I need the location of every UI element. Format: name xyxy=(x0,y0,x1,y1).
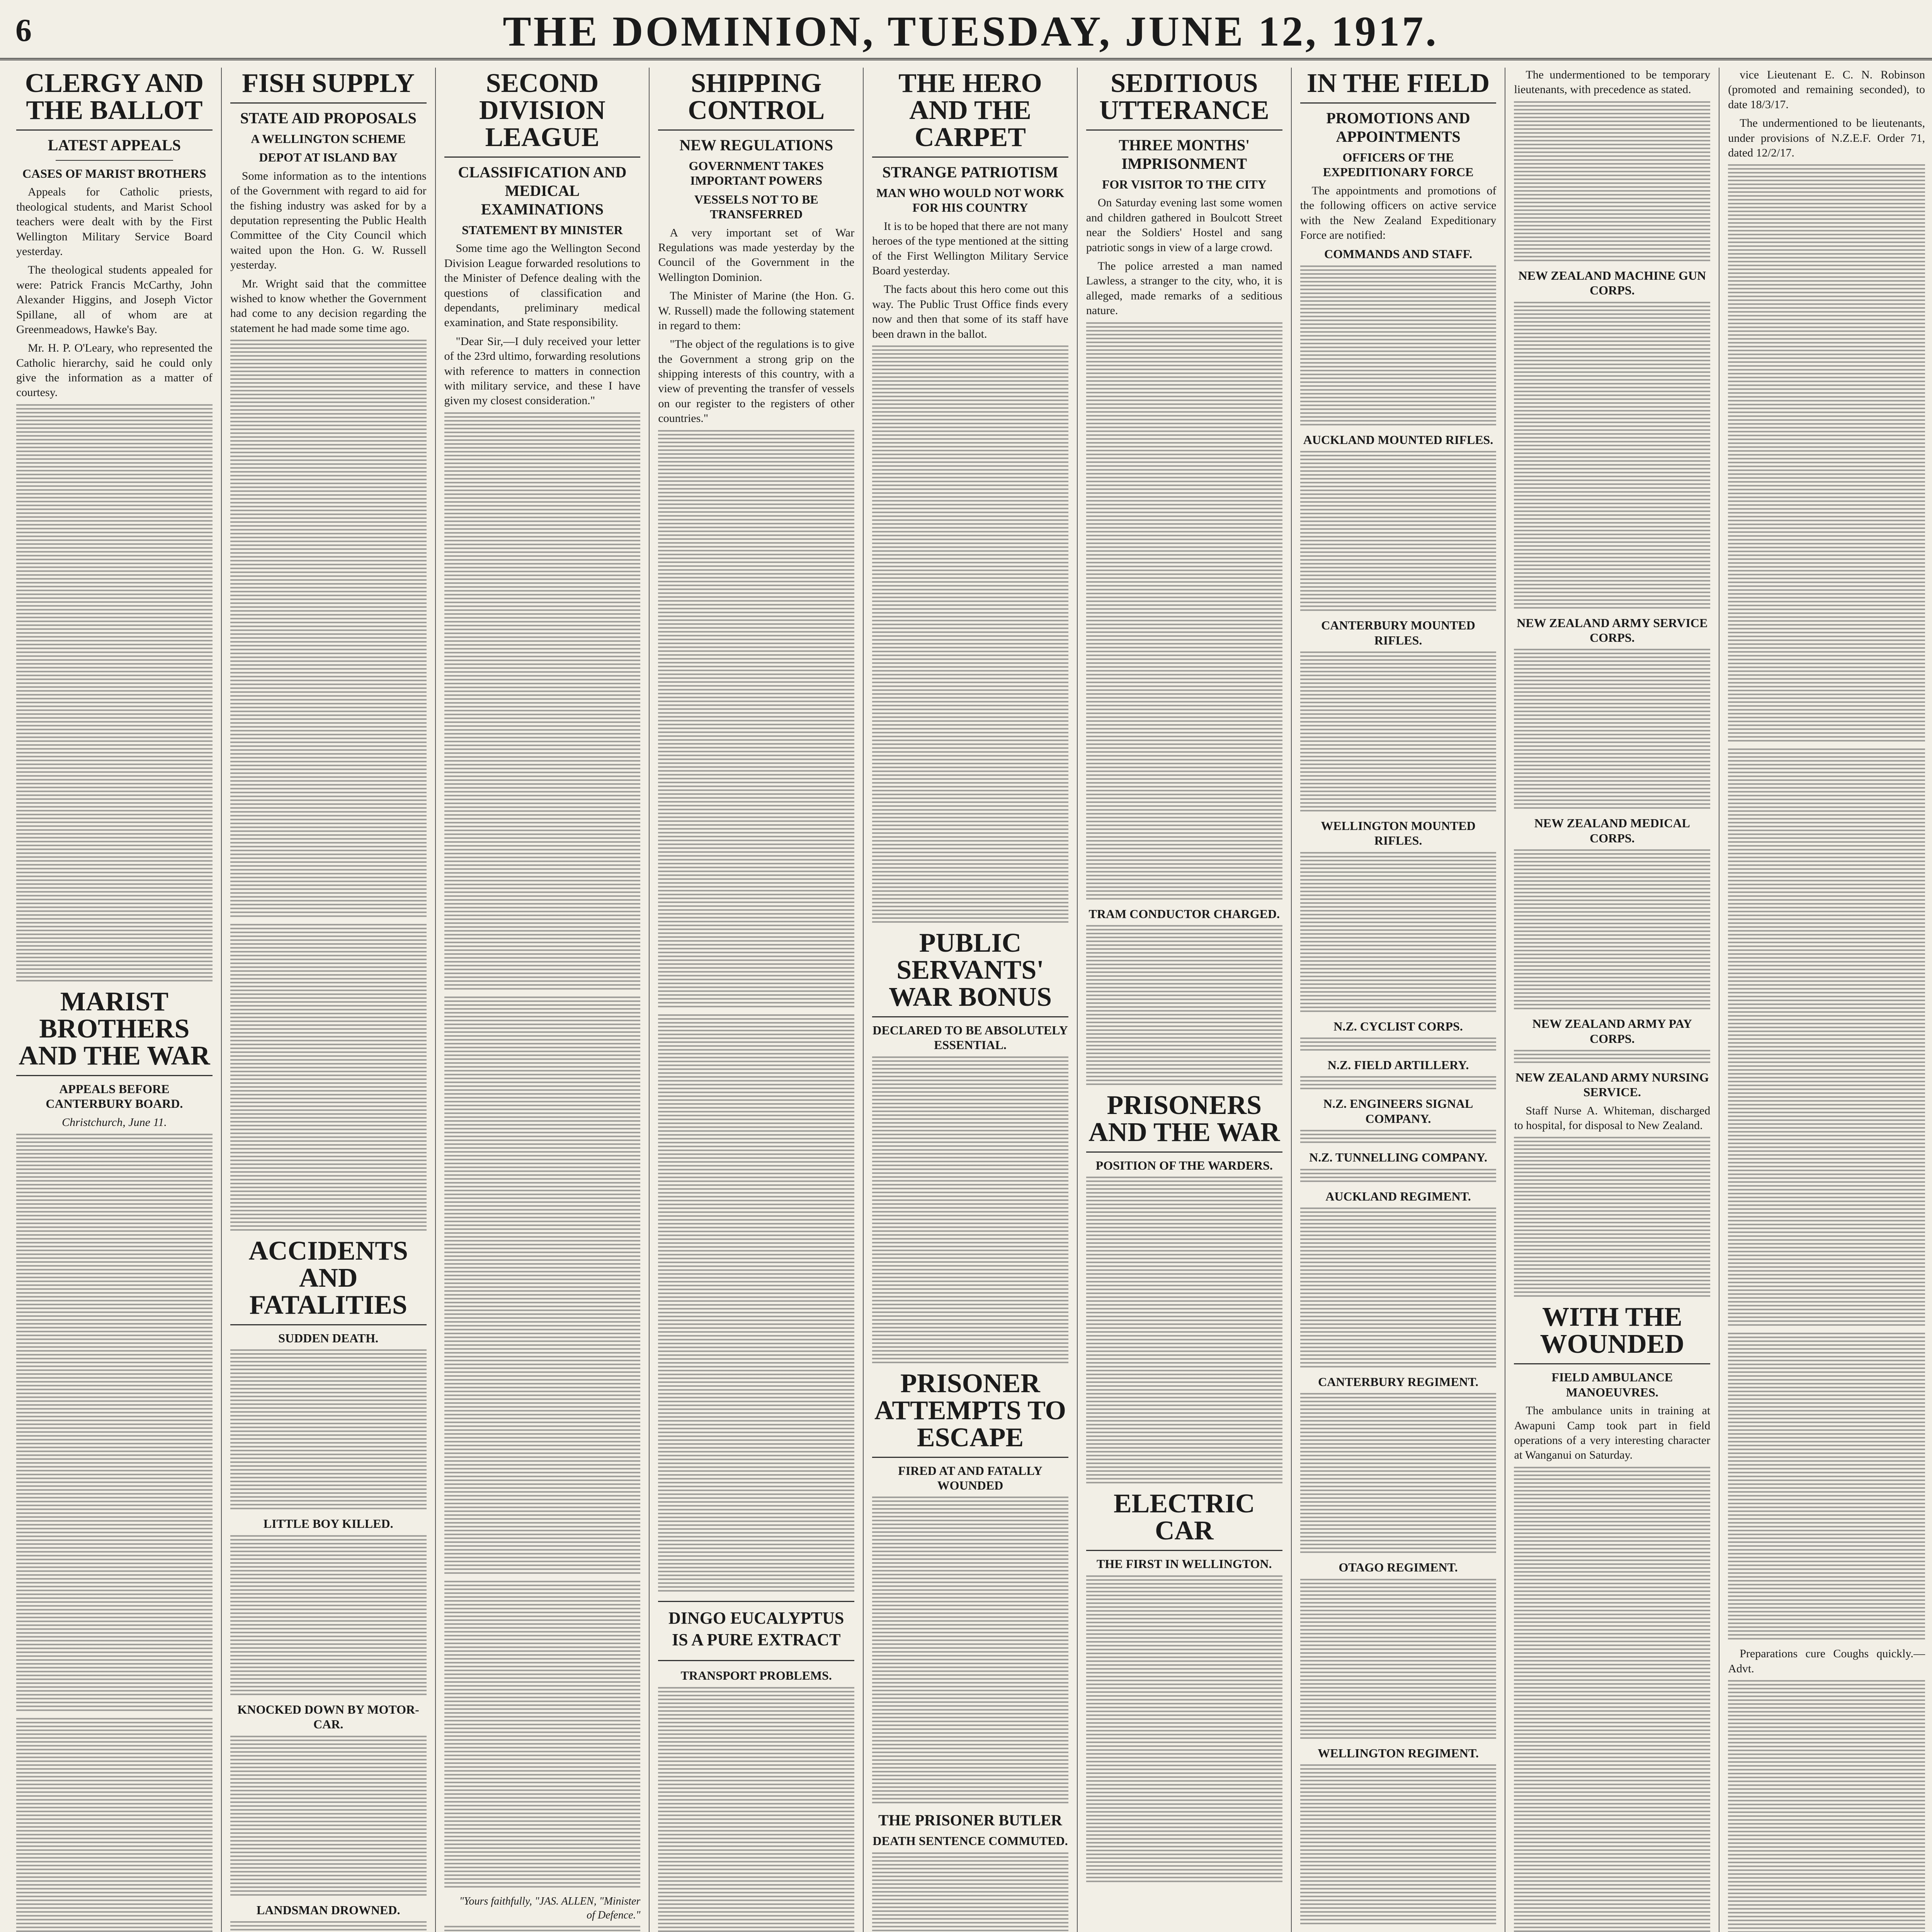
article-paragraph: The facts about this hero come out this way. The Public Trust Office finds every now and then that some of its staff have been drawn in the ballot. xyxy=(872,283,1068,340)
body-text-block xyxy=(1086,1177,1282,1486)
body-text-block xyxy=(444,1581,641,1890)
article-subheading: LATEST APPEALS xyxy=(48,136,181,154)
body-text-block xyxy=(16,404,213,984)
article-subheading: SUDDEN DEATH. xyxy=(278,1331,379,1345)
article-paragraph: Appeals for Catholic priests, theological students, and Marist School teachers were dealt with by the First Wellington Military Service Board yesterday. xyxy=(16,185,213,258)
column-9 xyxy=(1719,68,1932,1932)
divider xyxy=(56,160,173,161)
article-subheading: DEATH SENTENCE COMMUTED. xyxy=(872,1834,1068,1848)
article-paragraph: The undermentioned to be lieutenants, under provisions of N.Z.E.F. Order 71, dated 12/2/17. xyxy=(1728,117,1925,159)
body-text-block xyxy=(658,430,854,1010)
newspaper-title: THE DOMINION, TUESDAY, JUNE 12, 1917. xyxy=(503,8,1439,55)
article-subheading: STATE AID PROPOSALS xyxy=(240,109,417,127)
article-heading: THE HERO AND THE CARPET xyxy=(872,70,1068,158)
body-text-block xyxy=(1514,101,1710,264)
article-paragraph: On Saturday evening last some women and children gathered in Boulcott Street near the Soldiers' Hostel and sang patriotic songs in view of a large crowd. xyxy=(1086,196,1282,254)
body-text-block xyxy=(230,1535,427,1697)
ad-text: DINGO EUCALYPTUS IS A PURE EXTRACT xyxy=(668,1608,844,1649)
article-paragraph: The police arrested a man named Lawless, a stranger to the city, who, it is alleged, made remarks of a seditious nature. xyxy=(1086,259,1282,317)
body-text-block xyxy=(444,997,641,1576)
body-text-block xyxy=(16,1134,213,1713)
unit-heading: CANTERBURY REGIMENT. xyxy=(1318,1375,1478,1389)
body-text-block xyxy=(444,1926,641,1932)
article-subheading: TRAM CONDUCTOR CHARGED. xyxy=(1088,906,1280,921)
body-text-block xyxy=(1300,451,1497,613)
advertisement xyxy=(658,1601,854,1662)
article-heading: FISH SUPPLY xyxy=(230,70,427,104)
article-paragraph: Some information as to the intentions of the Government with regard to aid for the fishing industry was asked for by a deputation representing the Public Health Committee of the City Council which waited upon the Hon. G. W. Russell yesterday. xyxy=(230,169,427,272)
body-text-block xyxy=(1300,1579,1497,1741)
body-text-block xyxy=(1300,852,1497,1014)
article-paragraph: Mr. H. P. O'Leary, who represented the Catholic hierarchy, said he could only give the information as a matter of courtesy. xyxy=(16,342,213,399)
body-text-block xyxy=(1300,1076,1497,1092)
body-text-block xyxy=(1300,651,1497,814)
body-text-block xyxy=(1300,1130,1497,1145)
column-1 xyxy=(8,68,222,1932)
body-text-block xyxy=(1514,1467,1710,1932)
article-paragraph: The ambulance units in training at Awapuni Camp took part in field operations of a very interesting character at Wanganui on Saturday. xyxy=(1514,1404,1711,1462)
article-heading: SEDITIOUS UTTERANCE xyxy=(1086,70,1282,131)
article-subheading: LITTLE BOY KILLED. xyxy=(263,1517,393,1531)
body-text-block xyxy=(16,1718,213,1932)
body-text-block xyxy=(658,1687,854,1932)
unit-heading: NEW ZEALAND ARMY PAY CORPS. xyxy=(1532,1017,1692,1046)
article-subheading: POSITION OF THE WARDERS. xyxy=(1095,1158,1273,1172)
article-subheading: DECLARED TO BE ABSOLUTELY ESSENTIAL. xyxy=(872,1023,1068,1052)
article-paragraph: "The object of the regulations is to give the Government a strong grip on the shipping interests of this country, with a view of preventing the transfer of vessels on our register to the registers of other countries." xyxy=(658,338,855,425)
article-heading: IN THE FIELD xyxy=(1300,70,1497,104)
unit-heading: AUCKLAND REGIMENT. xyxy=(1325,1189,1471,1203)
article-paragraph: A very important set of War Regulations was made yesterday by the Council of the Government in the Wellington Dominion. xyxy=(658,226,855,284)
article-subheading: KNOCKED DOWN BY MOTOR-CAR. xyxy=(237,1702,419,1731)
article-subheading: THREE MONTHS' IMPRISONMENT xyxy=(1119,136,1250,172)
article-subheading: FIELD AMBULANCE MANOEUVRES. xyxy=(1551,1370,1673,1399)
page-number: 6 xyxy=(15,12,32,48)
column-5 xyxy=(864,68,1078,1932)
body-text-block xyxy=(1300,265,1497,428)
body-text-block xyxy=(872,1497,1068,1806)
unit-heading: N.Z. CYCLIST CORPS. xyxy=(1333,1019,1463,1033)
article-subheading: DEPOT AT ISLAND BAY xyxy=(259,150,398,165)
article-heading: CLERGY AND THE BALLOT xyxy=(16,70,213,131)
article-paragraph: The undermentioned to be temporary lieutenants, with precedence as stated. xyxy=(1514,68,1711,96)
column-3 xyxy=(436,68,650,1932)
body-text-block xyxy=(1300,1393,1497,1555)
article-subheading: FOR VISITOR TO THE CITY xyxy=(1102,177,1267,191)
article-paragraph: The appointments and promotions of the following officers on active service with the New Zealand Expeditionary Force are notified: xyxy=(1300,184,1497,242)
body-text-block xyxy=(1514,649,1710,811)
column-7 xyxy=(1292,68,1506,1932)
body-text-block xyxy=(1300,1208,1497,1370)
article-subheading: VESSELS NOT TO BE TRANSFERRED xyxy=(694,192,818,221)
body-text-block xyxy=(872,1852,1068,1932)
body-text-block xyxy=(230,1349,427,1512)
body-text-block xyxy=(1728,1333,1925,1642)
column-8 xyxy=(1505,68,1719,1932)
article-heading: ELECTRIC CAR xyxy=(1086,1490,1282,1551)
column-2 xyxy=(222,68,436,1932)
masthead xyxy=(0,0,1932,60)
article-subheading: THE FIRST IN WELLINGTON. xyxy=(1097,1557,1272,1571)
body-text-block xyxy=(1300,1169,1497,1184)
article-heading: SHIPPING CONTROL xyxy=(658,70,854,131)
article-heading: PRISONERS AND THE WAR xyxy=(1086,1092,1282,1153)
article-paragraph: "Dear Sir,—I duly received your letter of the 23rd ultimo, forwarding resolutions with reference to matters in connection with military service, and these I have given my closest consideration." xyxy=(444,335,641,407)
article-paragraph: vice Lieutenant E. C. N. Robinson (promoted and remaining seconded), to date 18/3/17. xyxy=(1728,68,1925,111)
column-6 xyxy=(1078,68,1292,1932)
body-text-block xyxy=(1086,1575,1282,1884)
body-text-block xyxy=(230,1736,427,1898)
body-text-block xyxy=(1514,302,1710,611)
article-subheading: APPEALS BEFORE CANTERBURY BOARD. xyxy=(46,1082,183,1111)
unit-heading: NEW ZEALAND ARMY SERVICE CORPS. xyxy=(1517,616,1708,645)
body-text-block xyxy=(444,412,641,992)
body-text-block xyxy=(658,1014,854,1594)
article-subheading: LANDSMAN DROWNED. xyxy=(256,1903,400,1917)
article-paragraph: Staff Nurse A. Whiteman, discharged to hospital, for disposal to New Zealand. xyxy=(1514,1104,1711,1132)
body-text-block xyxy=(872,345,1068,925)
article-subheading: COMMANDS AND STAFF. xyxy=(1324,247,1473,261)
body-text-block xyxy=(1300,1764,1497,1927)
body-text-block xyxy=(872,1056,1068,1366)
article-subheading: STRANGE PATRIOTISM xyxy=(882,163,1058,181)
article-heading: MARIST BROTHERS AND THE WAR xyxy=(16,988,213,1076)
article-paragraph: Some time ago the Wellington Second Division League forwarded resolutions to the Minister of Defence dealing with the questions of classification and dependants, preliminary medical examination, and State responsibility. xyxy=(444,242,641,329)
body-text-block xyxy=(1728,164,1925,744)
article-subheading: FIRED AT AND FATALLY WOUNDED xyxy=(898,1463,1043,1493)
article-subheading: TRANSPORT PROBLEMS. xyxy=(680,1668,832,1683)
article-subheading: STATEMENT BY MINISTER xyxy=(462,223,623,237)
article-subheading: NEW REGULATIONS xyxy=(679,136,833,154)
signature: "Yours faithfully, "JAS. ALLEN, "Minister of Defence." xyxy=(459,1895,641,1921)
article-heading: PUBLIC SERVANTS' WAR BONUS xyxy=(872,930,1068,1017)
body-text-block xyxy=(230,340,427,919)
body-text-block xyxy=(1514,1137,1710,1299)
unit-heading: N.Z. FIELD ARTILLERY. xyxy=(1327,1058,1469,1072)
article-heading: PRISONER ATTEMPTS TO ESCAPE xyxy=(872,1370,1068,1458)
unit-heading: N.Z. ENGINEERS SIGNAL COMPANY. xyxy=(1323,1097,1473,1126)
article-heading: WITH THE WOUNDED xyxy=(1514,1304,1710,1364)
article-paragraph: It is to be hoped that there are not many heroes of the type mentioned at the sitting of the First Wellington Military Service Board yesterday. xyxy=(872,219,1068,277)
article-subheading: CASES OF MARIST BROTHERS xyxy=(22,167,206,180)
dateline: Christchurch, June 11. xyxy=(62,1116,167,1129)
article-paragraph: The theological students appealed for were: Patrick Francis McCarthy, John Alexander Higgins, and Joseph Victor Spillane, all of whom are at Greenmeadows, Hawke's Bay. xyxy=(16,264,213,336)
article-subheading: PROMOTIONS AND APPOINTMENTS xyxy=(1326,109,1470,145)
article-heading: ACCIDENTS AND FATALITIES xyxy=(230,1238,427,1325)
article-subheading: GOVERNMENT TAKES IMPORTANT POWERS xyxy=(689,159,824,188)
body-text-block xyxy=(1728,748,1925,1328)
article-subheading: CLASSIFICATION AND MEDICAL EXAMINATIONS xyxy=(458,163,627,218)
unit-heading: NEW ZEALAND ARMY NURSING SERVICE. xyxy=(1515,1070,1709,1099)
unit-heading: OTAGO REGIMENT. xyxy=(1338,1560,1458,1575)
unit-heading: AUCKLAND MOUNTED RIFLES. xyxy=(1303,432,1493,447)
unit-heading: CANTERBURY MOUNTED RIFLES. xyxy=(1321,618,1475,647)
body-text-block xyxy=(1514,1050,1710,1065)
article-heading: SECOND DIVISION LEAGUE xyxy=(444,70,641,158)
body-text-block xyxy=(230,1921,427,1932)
unit-heading: NEW ZEALAND MEDICAL CORPS. xyxy=(1534,816,1690,845)
unit-heading: WELLINGTON MOUNTED RIFLES. xyxy=(1321,818,1476,848)
column-4 xyxy=(650,68,864,1932)
unit-heading: WELLINGTON REGIMENT. xyxy=(1318,1746,1479,1760)
article-columns xyxy=(8,68,1932,1932)
article-paragraph: The Minister of Marine (the Hon. G. W. Russell) made the following statement in regard to them: xyxy=(658,289,855,332)
article-subheading: MAN WHO WOULD NOT WORK FOR HIS COUNTRY xyxy=(876,186,1065,215)
article-paragraph: Preparations cure Coughs quickly.—Advt. xyxy=(1728,1647,1925,1675)
body-text-block xyxy=(1514,849,1710,1012)
unit-heading: NEW ZEALAND MACHINE GUN CORPS. xyxy=(1518,268,1706,298)
body-text-block xyxy=(1086,925,1282,1087)
body-text-block xyxy=(1086,322,1282,902)
unit-heading: N.Z. TUNNELLING COMPANY. xyxy=(1309,1150,1487,1165)
article-subheading: A WELLINGTON SCHEME xyxy=(251,132,406,146)
article-paragraph: Mr. Wright said that the committee wished to know whether the Government had come to any decision regarding the statement he had made some time ago. xyxy=(230,277,427,335)
body-text-block xyxy=(1728,1680,1925,1932)
article-heading: THE PRISONER BUTLER xyxy=(878,1811,1062,1829)
body-text-block xyxy=(230,924,427,1233)
body-text-block xyxy=(1300,1037,1497,1053)
article-subheading: OFFICERS OF THE EXPEDITIONARY FORCE xyxy=(1323,150,1474,179)
